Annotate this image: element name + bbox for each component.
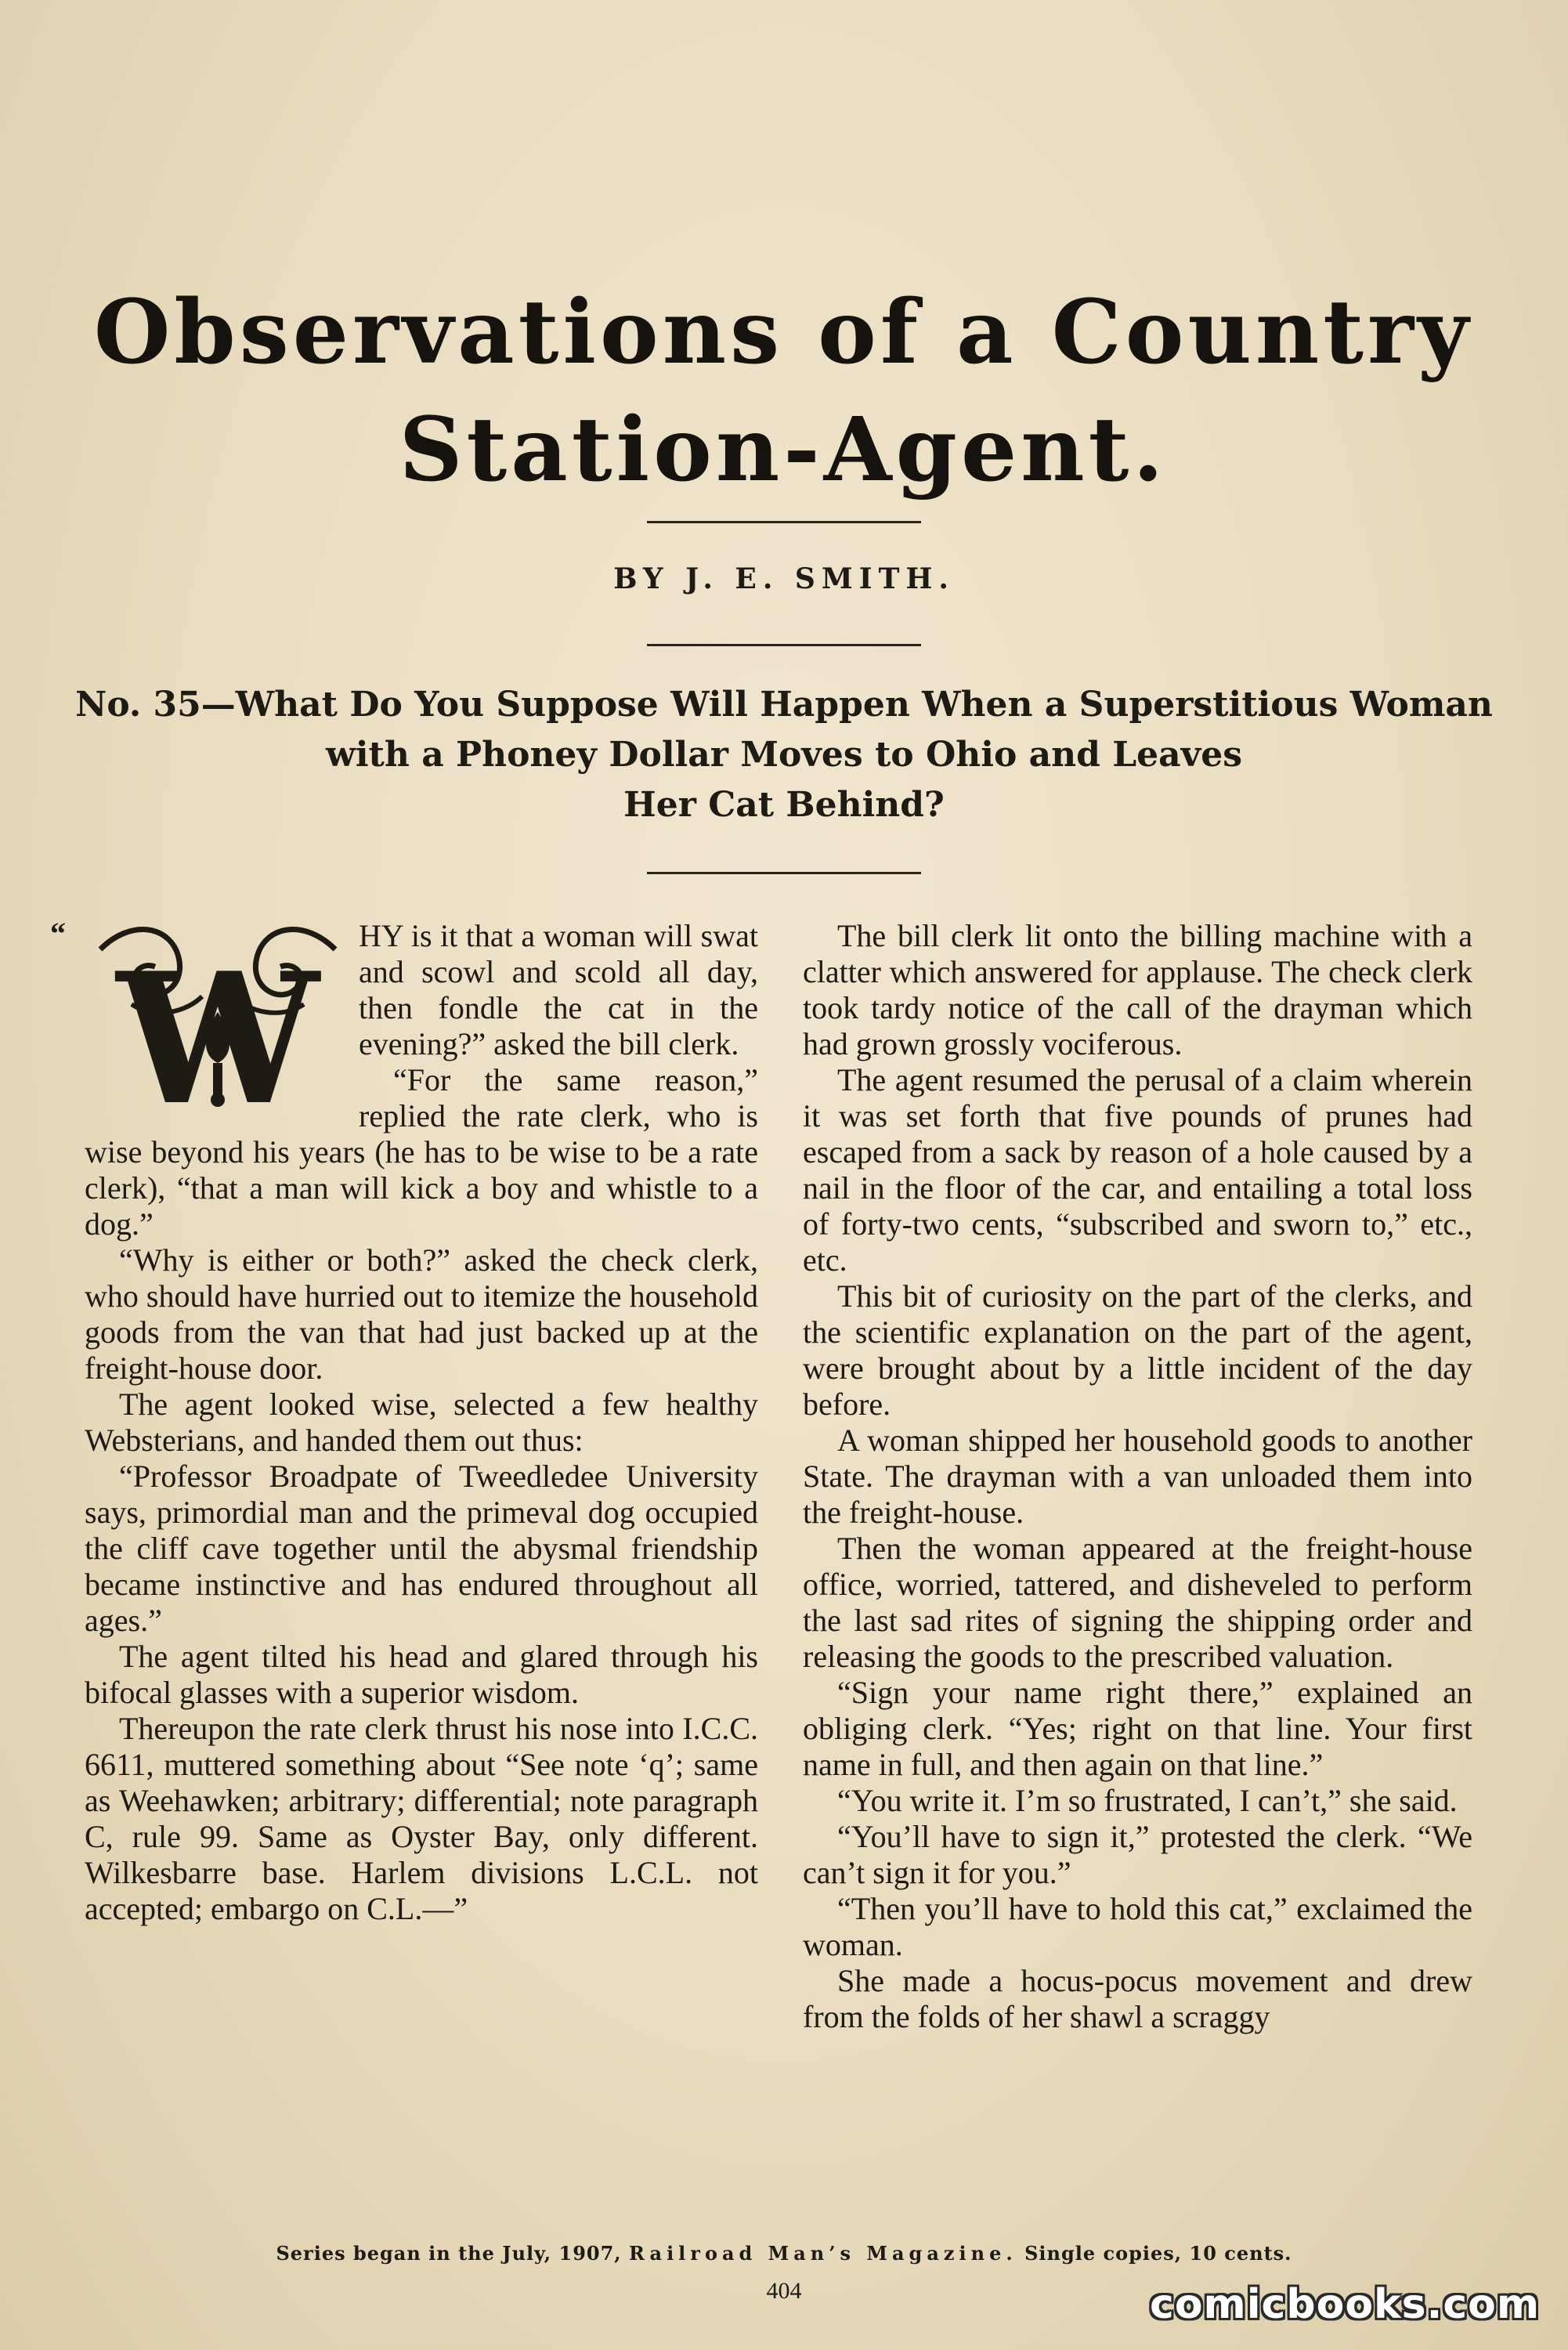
left-paragraph-6: The agent tilted his head and glared through his bifocal glasses with a superior wisdom. — [85, 1639, 758, 1710]
series-note: Series began in the July, 1907, — [276, 2242, 622, 2265]
magazine-name: Railroad Man’s Magazine. — [629, 2242, 1017, 2265]
price-note: Single copies, 10 cents. — [1024, 2242, 1292, 2265]
ornament-flourish-icon — [85, 918, 351, 1114]
right-paragraph-7: “You write it. I’m so frustrated, I can’t,” she said. — [837, 1783, 1458, 1818]
divider-rule-2 — [647, 644, 921, 646]
left-paragraph-5: “Professor Broadpate of Tweedledee University says, primordial man and the primeval dog occupied the cliff cave together until the abysmal friendship became instinctive and has endured throughout all ages.” — [85, 1459, 758, 1638]
page-number: 404 — [766, 2278, 802, 2304]
byline: BY J. E. SMITH. — [613, 562, 955, 595]
right-paragraph-4: A woman shipped her household goods to another State. The drayman with a van unloaded them into the freight-house. — [803, 1423, 1472, 1530]
right-paragraph-2: The agent resumed the perusal of a claim wherein it was set forth that five pounds of prunes had escaped from a sack by reason of a hole caused by a nail in the floor of the car, and entailing a total loss of forty-two cents, “subscribed and sworn to,” etc., etc. — [803, 1062, 1472, 1278]
right-paragraph-9: “Then you’ll have to hold this cat,” exclaimed the woman. — [803, 1891, 1472, 1962]
right-paragraph-5: Then the woman appeared at the freight-house office, worried, tattered, and disheveled to perform the last sad rites of signing the shipping order and releasing the goods to the prescribed valuation. — [803, 1531, 1472, 1674]
article-subtitle — [74, 680, 1494, 830]
left-paragraph-2: “For the same reason,” replied the rate clerk, who is wise beyond his years (he has to be wise to be a rate clerk), “that a man will kick a boy and whistle to a dog.” — [85, 1062, 758, 1242]
right-paragraph-6: “Sign your name right there,” explained an obliging clerk. “Yes; right on that line. Your first name in full, and then again on that line.” — [803, 1675, 1472, 1782]
right-paragraph-8: “You’ll have to sign it,” protested the clerk. “We can’t sign it for you.” — [803, 1819, 1472, 1890]
divider-rule-3 — [647, 872, 921, 874]
left-column — [85, 918, 758, 1927]
title-line-2: Station-Agent. — [399, 399, 1168, 501]
divider-rule-1 — [647, 521, 921, 523]
left-paragraph-4: The agent looked wise, selected a few healthy Websterians, and handed them out thus: — [85, 1386, 758, 1458]
article-title — [78, 274, 1488, 509]
subtitle-line-3: Her Cat Behind? — [623, 785, 945, 825]
site-watermark: comicbooks.com — [1150, 2281, 1541, 2328]
right-paragraph-10: She made a hocus-pocus movement and drew from the folds of her shawl a scraggy — [803, 1963, 1472, 2034]
title-line-1: Observations of a Country — [93, 281, 1473, 384]
drop-cap-letter: W — [116, 934, 320, 1114]
subtitle-line-1: No. 35—What Do You Suppose Will Happen When a Superstitious Woman — [75, 685, 1493, 725]
left-paragraph-3: “Why is either or both?” asked the check clerk, who should have hurried out to itemize the household goods from the van that had just backed up at the freight-house door. — [85, 1242, 758, 1386]
left-paragraph-7: Thereupon the rate clerk thrust his nose into I.C.C. 6611, muttered something about “See note ‘q’; same as Weehawken; arbitrary; differential; note paragraph C, rule 99. Same as Oyster Bay, only different. Wilkesbarre base. Harlem divisions L.C.L. not accepted; embargo on C.L.—” — [85, 1711, 758, 1926]
right-column — [803, 918, 1472, 2035]
subtitle-line-2: with a Phoney Dollar Moves to Ohio and Leaves — [325, 735, 1243, 775]
right-paragraph-1: The bill clerk lit onto the billing machine with a clatter which answered for applause. The check clerk took tardy notice of the call of the drayman which had grown grossly vociferous. — [803, 918, 1472, 1061]
ornamental-drop-cap — [85, 918, 351, 1114]
series-footer — [0, 2242, 1568, 2265]
left-paragraph-1: HY is it that a woman will swat and scowl and scold all day, then fondle the cat in the evening?” asked the bill clerk. — [359, 918, 758, 1061]
right-paragraph-3: This bit of curiosity on the part of the clerks, and the scientific explanation on the part of the agent, were brought about by a little incident of the day before. — [803, 1278, 1472, 1422]
opening-quote-mark: “ — [50, 916, 66, 951]
